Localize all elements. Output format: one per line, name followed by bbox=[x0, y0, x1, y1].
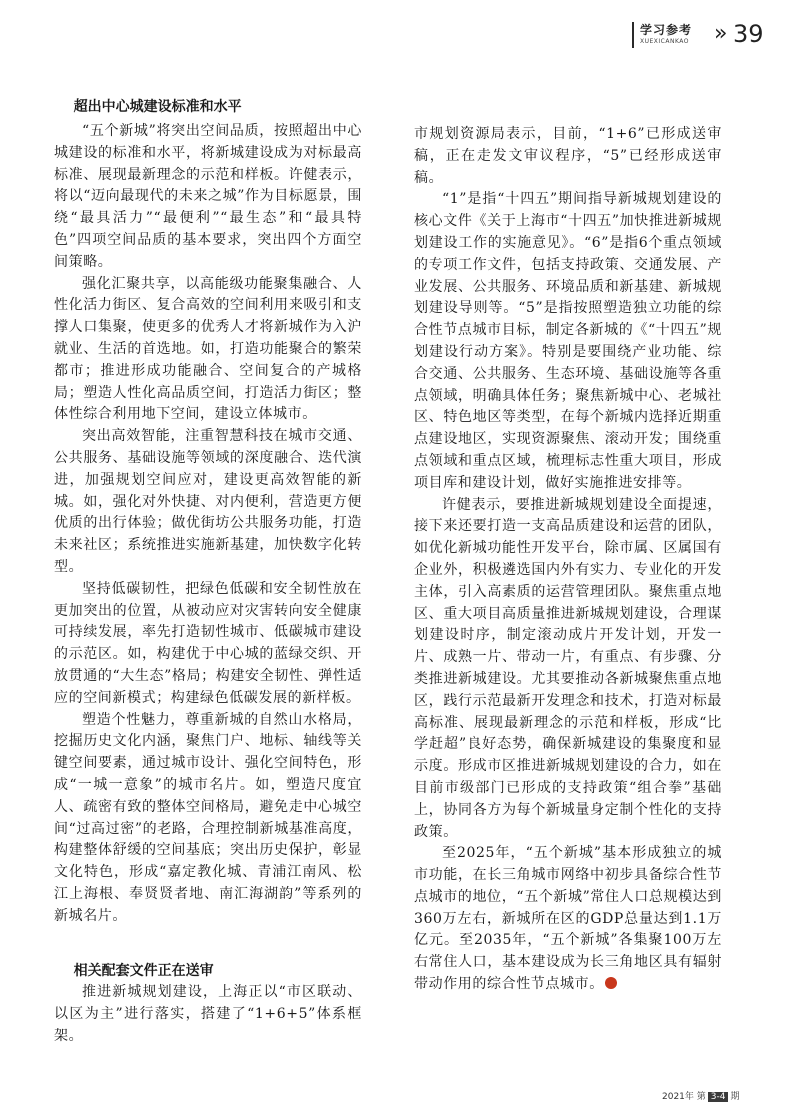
paragraph: 塑造个性魅力，尊重新城的自然山水格局，挖掘历史文化内涵，聚焦门户、地标、轴线等关键空间要素，通过城市设计、强化空间特色，形成“一城一意象”的城市名片。如，塑造尺度宜人、疏密有致的整体空间格局，避免走中心城空间“过高过密”的老路，合理控制新城基准高度，构建整体舒缓的空间基底；突出历史保护，彰显文化特色，形成“嘉定教化城、青浦江南风、松江上海根、奉贤贤者地、南汇海湖韵”等系列的新城名片。 bbox=[54, 711, 362, 924]
page-header bbox=[632, 20, 782, 50]
chevron-icon: » bbox=[714, 21, 728, 46]
paragraph-continued: 市规划资源局表示，目前，“1+6”已形成送审稿，正在走发文审议程序，“5”已经形成送审稿。 bbox=[414, 126, 722, 186]
footer-issue-suffix: 期 bbox=[730, 1092, 740, 1102]
paragraph: 强化汇聚共享，以高能级功能聚集融合、人性化活力街区、复合高效的空间利用来吸引和支撑人口集聚，使更多的优秀人才将新城作为入沪就业、生活的首选地。如，打造功能聚合的繁荣都市；推进形成功能融合、空间复合的产城格局；塑造人性化高品质空间，打造活力街区；整体性综合利用地下空间，建设立体城市。 bbox=[54, 275, 362, 423]
column-name: 学习参考 bbox=[640, 23, 693, 37]
paragraph: 坚持低碳韧性，把绿色低碳和安全韧性放在更加突出的位置，从被动应对灾害转向安全健康可持续发展，率先打造韧性城市、低碳城市建设的示范区。如，构建优于中心城的蓝绿交织、开放贯通的“大生态”格局；构建安全韧性、弹性适应的空间新模式；构建绿色低碳发展的新样板。 bbox=[54, 580, 362, 706]
paragraph bbox=[414, 843, 722, 996]
column-pinyin: XUEXICANKAO bbox=[640, 38, 690, 45]
issue-badge: 3-4 bbox=[708, 1092, 729, 1102]
paragraph: 推进新城规划建设，上海正以“市区联动、以区为主”进行落实，搭建了“1+6+5”体系框架。 bbox=[54, 984, 362, 1045]
paragraph: “1”是指“十四五”期间指导新城规划建设的核心文件《关于上海市“十四五”加快推进新城规划建设工作的实施意见》。“6”是指6个重点领域的专项工作文件，包括支持政策、交通发展、产业发展、公共服务、环境品质和新基建、新城规划建设导则等。“5”是指按照塑造独立功能的综合性节点城市目标，制定各新城的《“十四五”规划建设行动方案》。特别是要围绕产业功能、综合交通、公共服务、生态环境、基础设施等各重点领域，明确具体任务；聚焦新城中心、老城社区、特色地区等类型，在每个新城内选择近期重点建设地区，实现资源聚焦、滚动开发；围绕重点领域和重点区域，梳理标志性重大项目，形成项目库和建设计划，做好实施推进安排等。 bbox=[414, 191, 722, 491]
section-heading-2: 相关配套文件正在送审 bbox=[73, 963, 214, 980]
page-footer bbox=[662, 1089, 739, 1102]
header-divider bbox=[632, 22, 634, 48]
paragraph: 突出高效智能，注重智慧科技在城市交通、公共服务、基础设施等领域的深度融合、迭代演进，加强规划空间应对，建设更高效智能的新城。如，强化对外快捷、对内便利，营造更方便优质的出行体验；做优街坊公共服务功能，打造未来社区；系统推进实施新基建，加快数字化转型。 bbox=[54, 428, 362, 575]
left-column bbox=[54, 96, 362, 1048]
page-number: 39 bbox=[733, 20, 764, 48]
end-mark-icon bbox=[605, 977, 617, 989]
footer-year: 2021年 第 bbox=[662, 1092, 706, 1102]
paragraph: 许健表示，要推进新城规划建设全面提速，接下来还要打造一支高品质建设和运营的团队，如优化新城功能性开发平台，除市属、区属国有企业外，积极遴选国内外有实力、专业化的开发主体，引入高素质的运营管理团队。聚焦重点地区、重大项目高质量推进新城规划建设，合理谋划建设时序，制定滚动成片开发计划，开发一片、成熟一片、带动一片，有重点、有步骤、分类推进新城建设。尤其要推动各新城聚焦重点地区，践行示范最新开发理念和技术，打造对标最高标准、展现最新理念的示范和样板，形成“比学赶超”良好态势，确保新城建设的集聚度和显示度。形成市区推进新城规划建设的合力，如在目前市级部门已形成的支持政策“组合拳”基础上，协同各方为每个新城量身定制个性化的支持政策。 bbox=[414, 496, 722, 840]
right-column bbox=[414, 124, 722, 996]
section-heading-1: 超出中心城建设标准和水平 bbox=[73, 99, 242, 115]
paragraph-text: 至2025年，“五个新城”基本形成独立的城市功能，在长三角城市网络中初步具备综合性节点城市的地位，“五个新城”常住人口总规模达到360万左右，新城所在区的GDP总量达到1.1万亿元。至2035年，“五个新城”各集聚100万左右常住人口，基本建设成为长三角地区具有辐射带动作用的综合性节点城市。 bbox=[414, 845, 722, 993]
paragraph: “五个新城”将突出空间品质，按照超出中心城建设的标准和水平，将新城建设成为对标最高标准、展现最新理念的示范和样板。许健表示，将以“迈向最现代的未来之城”作为目标愿景，围绕“最具活力”“最便利”“最生态”和“最具特色”四项空间品质的基本要求，突出四个方面空间策略。 bbox=[54, 123, 362, 270]
